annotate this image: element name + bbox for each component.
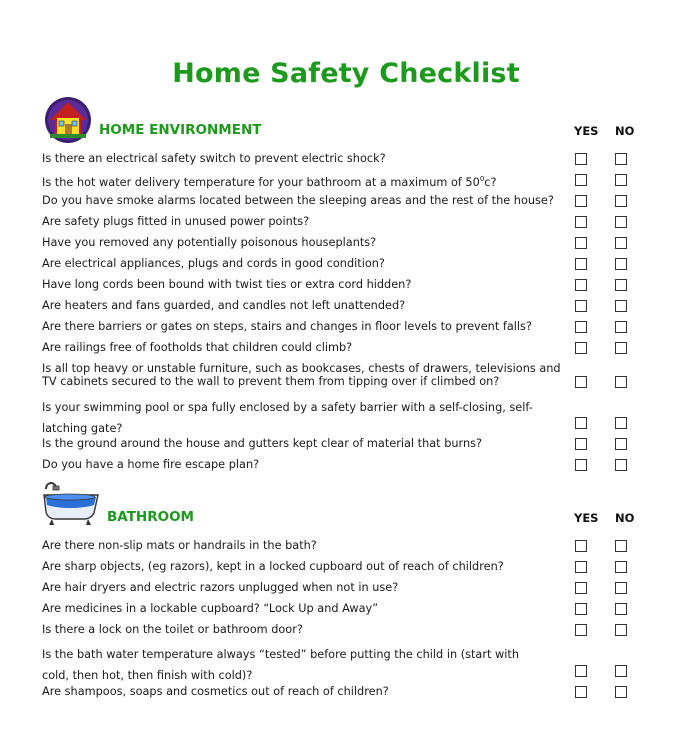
- no-checkbox[interactable]: [615, 300, 627, 312]
- question-text: Is there a lock on the toilet or bathroom door?: [42, 623, 303, 636]
- section-title-bathroom: BATHROOM: [107, 509, 194, 525]
- no-column-header: NO: [615, 511, 635, 525]
- question-text: Is all top heavy or unstable furniture, such as bookcases, chests of drawers, televisions and TV cabinets secured to the wall to prevent them from tipping over if climbed on?: [42, 362, 561, 388]
- yes-column-header: YES: [574, 124, 599, 138]
- yes-checkbox[interactable]: [575, 258, 587, 270]
- yes-checkbox[interactable]: [575, 582, 587, 594]
- question-text: Are there non-slip mats or handrails in the bath?: [42, 539, 317, 552]
- question-text: Are safety plugs fitted in unused power points?: [42, 215, 310, 228]
- house-icon: [44, 96, 92, 144]
- yes-checkbox[interactable]: [575, 376, 587, 388]
- question-text: Is the ground around the house and gutters kept clear of material that burns?: [42, 437, 483, 450]
- yes-checkbox[interactable]: [575, 417, 587, 429]
- yes-checkbox[interactable]: [575, 279, 587, 291]
- question-text: Do you have a home fire escape plan?: [42, 458, 260, 471]
- yes-checkbox[interactable]: [575, 216, 587, 228]
- question-text: Are sharp objects, (eg razors), kept in a locked cupboard out of reach of children?: [42, 560, 504, 573]
- no-checkbox[interactable]: [615, 438, 627, 450]
- yes-checkbox[interactable]: [575, 174, 587, 186]
- yes-checkbox[interactable]: [575, 459, 587, 471]
- yes-checkbox[interactable]: [575, 195, 587, 207]
- question-text: Have you removed any potentially poisonous houseplants?: [42, 236, 377, 249]
- yes-checkbox[interactable]: [575, 321, 587, 333]
- no-checkbox[interactable]: [615, 153, 627, 165]
- question-text: Are electrical appliances, plugs and cords in good condition?: [42, 257, 385, 270]
- no-checkbox[interactable]: [615, 603, 627, 615]
- bathtub-icon: [40, 479, 102, 527]
- no-checkbox[interactable]: [615, 561, 627, 573]
- yes-checkbox[interactable]: [575, 438, 587, 450]
- no-checkbox[interactable]: [615, 321, 627, 333]
- question-text: Are there barriers or gates on steps, stairs and changes in floor levels to prevent falls?: [42, 320, 532, 333]
- no-checkbox[interactable]: [615, 216, 627, 228]
- no-checkbox[interactable]: [615, 540, 627, 552]
- question-text: Are shampoos, soaps and cosmetics out of reach of children?: [42, 685, 389, 698]
- no-checkbox[interactable]: [615, 195, 627, 207]
- question-text: Is there an electrical safety switch to prevent electric shock?: [42, 152, 386, 165]
- no-checkbox[interactable]: [615, 342, 627, 354]
- yes-checkbox[interactable]: [575, 561, 587, 573]
- question-text: Is the bath water temperature always “tested” before putting the child in (start with cold, then hot, then finish with cold)?: [42, 648, 519, 682]
- no-checkbox[interactable]: [615, 582, 627, 594]
- question-text: Is the hot water delivery temperature for your bathroom at a maximum of $50^0c$?: [42, 175, 497, 189]
- question-text: Do you have smoke alarms located between the sleeping areas and the rest of the house?: [42, 194, 554, 207]
- page-title: Home Safety Checklist: [172, 58, 520, 89]
- yes-checkbox[interactable]: [575, 665, 587, 677]
- yes-checkbox[interactable]: [575, 540, 587, 552]
- yes-checkbox[interactable]: [575, 686, 587, 698]
- yes-checkbox[interactable]: [575, 624, 587, 636]
- question-text: Is your swimming pool or spa fully enclosed by a safety barrier with a self-closing, self-latching gate?: [42, 401, 533, 435]
- no-checkbox[interactable]: [615, 665, 627, 677]
- question-text: Are railings free of footholds that children could climb?: [42, 341, 353, 354]
- no-checkbox[interactable]: [615, 174, 627, 186]
- question-text: Are medicines in a lockable cupboard? “Lock Up and Away”: [42, 602, 379, 615]
- question-text: Are hair dryers and electric razors unplugged when not in use?: [42, 581, 399, 594]
- no-checkbox[interactable]: [615, 459, 627, 471]
- yes-checkbox[interactable]: [575, 300, 587, 312]
- yes-checkbox[interactable]: [575, 342, 587, 354]
- yes-column-header: YES: [574, 511, 599, 525]
- no-checkbox[interactable]: [615, 258, 627, 270]
- section-title-home-environment: HOME ENVIRONMENT: [99, 122, 262, 138]
- yes-checkbox[interactable]: [575, 237, 587, 249]
- question-text: Are heaters and fans guarded, and candles not left unattended?: [42, 299, 406, 312]
- no-checkbox[interactable]: [615, 279, 627, 291]
- no-checkbox[interactable]: [615, 417, 627, 429]
- yes-checkbox[interactable]: [575, 603, 587, 615]
- no-checkbox[interactable]: [615, 624, 627, 636]
- no-checkbox[interactable]: [615, 686, 627, 698]
- no-checkbox[interactable]: [615, 376, 627, 388]
- no-column-header: NO: [615, 124, 635, 138]
- yes-checkbox[interactable]: [575, 153, 587, 165]
- question-text: Have long cords been bound with twist ties or extra cord hidden?: [42, 278, 412, 291]
- no-checkbox[interactable]: [615, 237, 627, 249]
